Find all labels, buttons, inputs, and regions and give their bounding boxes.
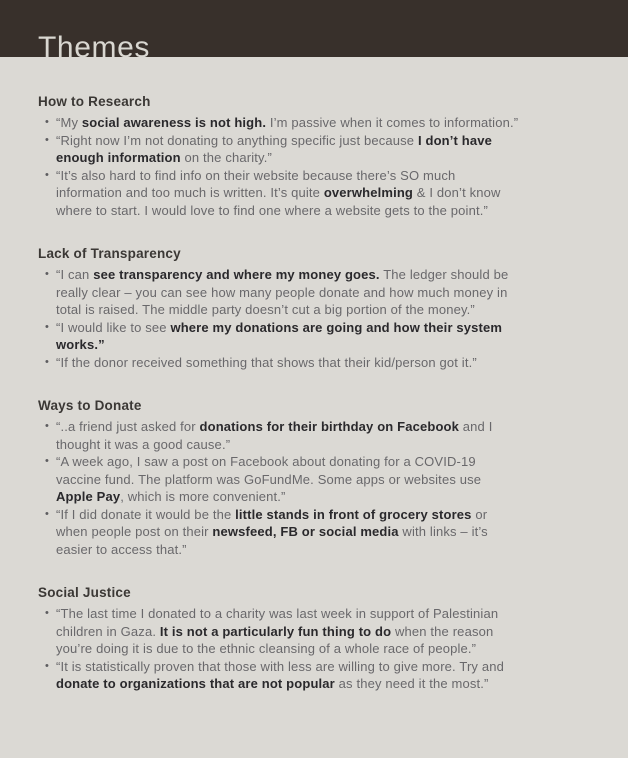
quote-text: “A week ago, I saw a post on Facebook about donating for a COVID-19 vaccine fund. The platform was GoFundMe. Some apps or websites use Apple Pay, which is more convenient.” (56, 454, 482, 504)
quote-text: “Right now I’m not donating to anything specific just because I don’t have enough information on the charity.” (56, 132, 492, 165)
quote-list (38, 418, 520, 558)
slide-header (0, 0, 628, 64)
section-ways-to-donate (38, 397, 588, 558)
bullet-icon: • (45, 607, 50, 619)
bullet-icon: • (45, 133, 50, 146)
section-social-justice (38, 584, 588, 693)
section-heading: Ways to Donate (38, 398, 142, 413)
quote-item (38, 658, 520, 693)
bullet-icon: • (45, 507, 50, 520)
quote-item (38, 319, 520, 354)
quote-item (38, 506, 520, 559)
quote-text: “The last time I donated to a charity was last week in support of Palestinian children in Gaza. It is not a particularly fun thing to do when the reason you’re doing it is due to the ethnic cleansing of a whole race of people.” (56, 606, 499, 656)
quote-text: “I would like to see where my donations are going and how their system works.” (56, 319, 503, 352)
quote-item (38, 354, 520, 372)
quote-list (38, 266, 520, 371)
section-lack-of-transparency (38, 245, 588, 371)
quote-text: “..a friend just asked for donations for their birthday on Facebook and I thought it was a good cause.” (56, 419, 493, 452)
quote-item (38, 418, 520, 453)
quote-list (38, 114, 520, 219)
bullet-icon: • (45, 320, 50, 333)
quote-item (38, 266, 520, 319)
quote-text: “If the donor received something that shows that their kid/person got it.” (56, 354, 477, 370)
quote-item (38, 114, 520, 132)
section-heading: How to Research (38, 94, 151, 109)
section-heading: Lack of Transparency (38, 246, 181, 261)
bullet-icon: • (45, 355, 50, 368)
section-heading: Social Justice (38, 585, 131, 600)
quote-item (38, 605, 520, 658)
bullet-icon: • (45, 268, 50, 280)
quote-item (38, 167, 520, 220)
quote-text: “I can see transparency and where my money goes. The ledger should be really clear – you can see how many people donate and how much money in total is raised. The middle party doesn’t cut a big portion of the money.” (56, 267, 509, 317)
themes-content (0, 57, 628, 693)
quote-text: “It is statistically proven that those with less are willing to give more. Try and donate to organizations that are not popular as they need it the most.” (56, 658, 504, 691)
quote-text: “My social awareness is not high. I’m passive when it comes to information.” (56, 115, 519, 130)
bullet-icon: • (45, 420, 50, 432)
quote-item (38, 132, 520, 167)
bullet-icon: • (45, 168, 50, 181)
page-title: Themes (38, 31, 150, 64)
bullet-icon: • (45, 116, 50, 128)
quote-item (38, 453, 520, 506)
quote-list (38, 605, 520, 693)
quote-text: “If I did donate it would be the little stands in front of grocery stores or when people post on their newsfeed, FB or social media with links – it’s easier to access that.” (56, 506, 488, 557)
section-how-to-research (38, 93, 588, 219)
quote-text: “It’s also hard to find info on their website because there’s SO much information and too much is written. It’s quite overwhelming & I don’t know where to start. I would love to find one where a website gets to the point.” (56, 167, 501, 218)
bullet-icon: • (45, 455, 50, 467)
bullet-icon: • (45, 659, 50, 672)
